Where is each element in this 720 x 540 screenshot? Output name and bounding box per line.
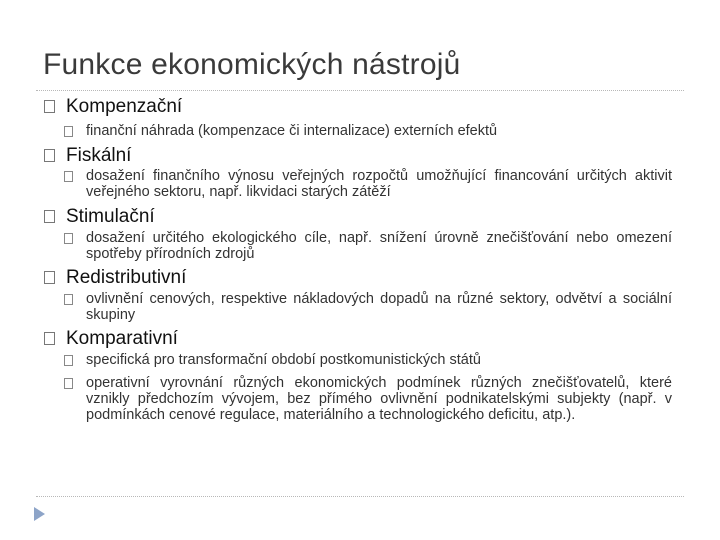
square-bullet-icon — [44, 210, 55, 223]
square-bullet-icon — [44, 332, 55, 345]
list-item — [64, 291, 672, 323]
list-item — [64, 375, 672, 423]
square-bullet-icon — [64, 126, 73, 137]
square-bullet-icon — [64, 294, 73, 305]
square-bullet-icon — [44, 271, 55, 284]
square-bullet-icon — [64, 233, 73, 244]
section-heading-label: Fiskální — [66, 145, 132, 166]
square-bullet-icon — [64, 355, 73, 366]
slide-title: Funkce ekonomických nástrojů — [43, 48, 461, 81]
list-item — [64, 123, 672, 139]
title-divider — [36, 90, 684, 91]
list-item-text: ovlivnění cenových, respektive nákladových dopadů na různé sektory, odvětví a sociální skupiny — [86, 291, 672, 323]
section-heading-label: Redistributivní — [66, 267, 187, 288]
square-bullet-icon — [44, 100, 55, 113]
section-heading-label: Stimulační — [66, 206, 155, 227]
section-heading-label: Kompenzační — [66, 96, 183, 117]
list-item-text: dosažení určitého ekologického cíle, např. snížení úrovně znečišťování nebo omezení spotřeby přírodních zdrojů — [86, 230, 672, 262]
square-bullet-icon — [64, 378, 73, 389]
list-item — [64, 352, 672, 368]
list-item-text: finanční náhrada (kompenzace či internalizace) externích efektů — [86, 123, 498, 139]
square-bullet-icon — [44, 149, 55, 162]
footer-divider — [36, 496, 684, 497]
square-bullet-icon — [64, 171, 73, 182]
list-item-text: dosažení finančního výnosu veřejných rozpočtů umožňující financování určitých aktivit veřejného sektoru, např. likvidaci starých zátěží — [86, 168, 672, 200]
list-item-text: operativní vyrovnání různých ekonomických podmínek různých znečišťovatelů, které vznikly předchozím vývojem, bez přímého ovlivnění podnikatelskými subjekty (např. v podmínkách cenové regulace, materiálního a technologického deficitu, atp.). — [86, 375, 672, 423]
list-item — [64, 230, 672, 262]
list-item-text: specifická pro transformační období postkomunistických států — [86, 352, 481, 368]
triangle-right-icon[interactable] — [34, 507, 45, 521]
section-heading-label: Komparativní — [66, 328, 178, 349]
list-item — [64, 168, 672, 200]
